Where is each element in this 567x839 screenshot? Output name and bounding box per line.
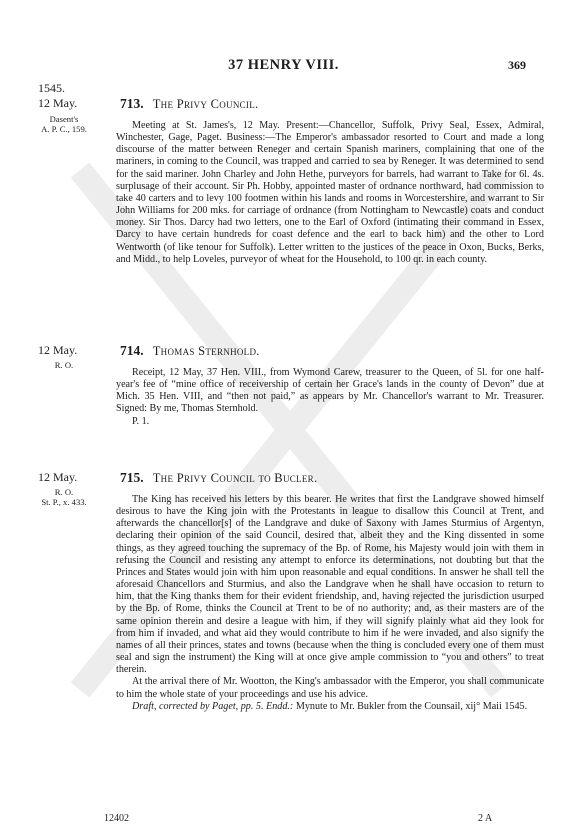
entry-title: The Privy Council. [152,97,259,111]
entry-body [116,120,544,266]
running-header [0,57,567,77]
entry-reference: R. O. St. P., x. 433. [41,487,87,507]
entry-date: 12 May. [38,470,78,484]
entry-note: P. 1. [132,415,150,427]
page-number: 369 [508,58,526,72]
entry-number: 715. [120,470,144,485]
entry-note [116,701,544,713]
entry-title: Thomas Sternhold. [152,344,260,358]
entry-number: 713. [120,96,144,111]
entry-paragraph: At the arrival there of Mr. Wootton, the King's ambassador with the Emperor, you shall communicate to him the whole state of your proceedings and use his advice. [116,676,544,700]
entry-date: 12 May. [38,343,78,357]
entry-reference: R. O. [54,360,74,370]
note-label: Draft, corrected by Paget, pp. 5. Endd.: [132,700,294,712]
entry-body [116,367,544,428]
entry-date: 12 May. [38,96,78,110]
header-title: 37 HENRY VIII. [228,57,339,73]
footer-signature-mark: 12402 [104,813,129,824]
entry-paragraph: The King has received his letters by this bearer. He writes that first the Landgrave showed himself desirous to have the King join with the Protestants in league to disallow this Council at Trent, and afterwards the chancellor[s] of the Landgrave and duke of Saxony with James Sturmius of Argentyn, declaring their opinion of the said Council, desired that, albeit they and the King dissented in some things, as they agreed touching the supremacy of the Bp. of Rome, his Majesty would join with them in refusing the Council and resisting any attempt to enforce its determinations, not doubting but that the Princes and States would join with him upon reasonable and equal conditions. In answer he shall tell the aforesaid Chancellors and Sturmius, and also the Landgrave when he shall have occasion to return to him, that the King thanks them for their evident friendship, and, having rejected the jurisdiction usurped by the Bp. of Rome, thinks the Council at Trent to be of no authority; and, as their masters are of the same opinion therein and desire a league with him, if they will signify plainly what aid they look for from him if invaded, and what aid they would contribute to him if he were invaded, and also signify the names of all their princes, states and towns (because when the thing is concluded every one of them must seal and sign the instrument) the King will at once give ample commission to “you and others” to treat therein. [116,494,544,676]
entry-number: 714. [120,343,144,358]
entry-heading [120,470,317,486]
entry-paragraph: Receipt, 12 May, 37 Hen. VIII., from Wymond Carew, treasurer to the Queen, of 5l. for one half-year's fee of “mine office of receivership of certain her Grace's lands in the county of Devon” due at Mich. 35 Hen. VIII, and “then not paid,” as appears by Mr. Chancellor's warrant to Mr. Treasurer. Signed: By me, Thomas Sternhold. [116,367,544,415]
footer-gathering-mark: 2 A [478,813,493,824]
note-text: Mynute to Mr. Bukler from the Counsail, xij° Maii 1545. [295,700,528,712]
entry-reference: Dasent's A. P. C., 159. [41,114,87,134]
entry-heading [120,343,260,359]
entry-title: The Privy Council to Bucler. [152,471,318,485]
entry-body [116,494,544,713]
entry-paragraph: Meeting at St. James's, 12 May. Present:—Chancellor, Suffolk, Privy Seal, Essex, Admiral, Winchester, Gage, Paget. Business:—The Emperor's ambassador resorted to Court and made a long discourse of the matter between Reneger and certain Spanish mariners, complaining that one of the mariners, in coming to the Council, was trapped and carried to sea by Reneger. It was determined to send for the said mariner. John Charley and John Hethe, purveyors for barrels, had warrant to Take for 6l. 4s. surplusage of their account. Sir Ph. Hobby, appointed master of ordnance northward, had commission to take 40 carters and to levy 100 footmen within his lands and rooms in Worcestershire, and warrant to Sir John Williams for 200 mks. for carriage of ordnance (from Nottingham to Newcastle) coats and conduct money. Sir Thos. Darcy had two letters, one to the Earl of Oxford (intimating their command in Essex, Darcy to have certain hundreds for coast defence and the earl to back him) and the other to Lord Wentworth (of like tenour for Suffolk). Letter written to the justices of the peace in Oxon, Bucks, Berks, and Midd., to help Loveles, purveyor of wheat for the Household, to 100 qr. in each county. [116,120,544,265]
entry-heading [120,96,258,112]
year-label: 1545. [38,81,65,95]
